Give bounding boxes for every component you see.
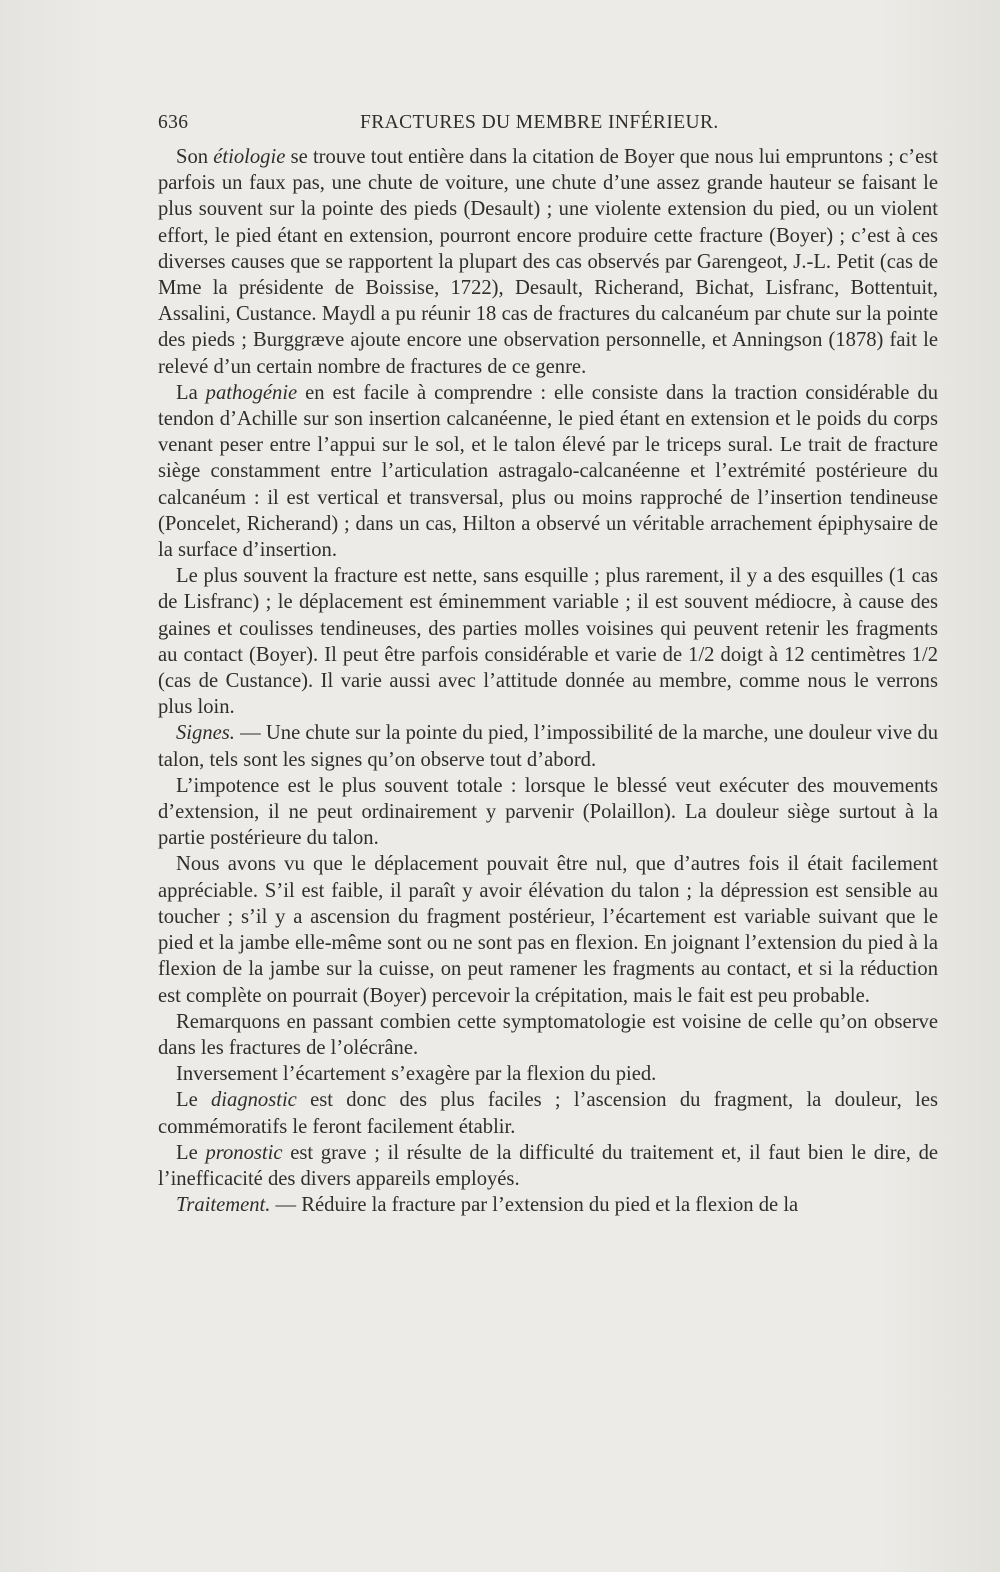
paragraph-impotence bbox=[158, 773, 938, 852]
para-lead: Le bbox=[176, 1089, 211, 1112]
para-text: — Réduire la fracture par l’extension du pied et la flexion de la bbox=[270, 1194, 799, 1217]
page-body bbox=[158, 144, 938, 1218]
para-text: est grave ; il résulte de la difficulté du traitement et, il faut bien le dire, de l’inefficacité des divers appareils employés. bbox=[158, 1141, 939, 1190]
page-number: 636 bbox=[158, 112, 189, 133]
running-title: FRACTURES DU MEMBRE INFÉRIEUR. bbox=[360, 112, 719, 133]
italic-term: pronostic bbox=[205, 1141, 283, 1164]
paragraph-pronostic bbox=[158, 1140, 938, 1192]
para-text: — Une chute sur la pointe du pied, l’impossibilité de la marche, une douleur vive du talon, tels sont les signes qu’on observe tout d’abord. bbox=[158, 722, 938, 771]
para-lead: Le bbox=[176, 1141, 206, 1164]
para-text: est donc des plus faciles ; l’ascension du fragment, la douleur, les commémoratifs le feront facilement établir. bbox=[158, 1089, 938, 1138]
paragraph-traitement bbox=[158, 1192, 938, 1218]
paragraph-diagnostic bbox=[158, 1087, 938, 1139]
paragraph-deplacement bbox=[158, 563, 938, 720]
para-text: Le plus souvent la fracture est nette, sans esquille ; plus rarement, il y a des esquilles (1 cas de Lisfranc) ; le déplacement est éminemment variable ; il est souvent médiocre, à cause des gaines et coulisses tendineuses, des parties molles voisines qui peuvent retenir les fragments au contact (Boyer). Il peut être parfois considérable et varie de 1/2 doigt à 12 centimètres 1/2 (cas de Custance). Il varie aussi avec l’attitude donnée au membre, comme nous le verrons plus loin. bbox=[158, 565, 938, 719]
paragraph-signes bbox=[158, 720, 938, 772]
italic-term: étiologie bbox=[213, 146, 286, 168]
paragraph-inversement bbox=[158, 1061, 938, 1087]
para-text: L’impotence est le plus souvent totale : lorsque le blessé veut exécuter des mouvements d’extension, il ne peut ordinairement y parvenir (Polaillon). La douleur siège surtout à la partie postérieure du talon. bbox=[158, 774, 938, 850]
para-text: en est facile à comprendre : elle consiste dans la traction considérable du tendon d’Achille sur son insertion calcanéenne, le pied étant en extension et le poids du corps venant peser entre l’appui sur le sol, et le talon élevé par le triceps sural. Le trait de fracture siège constamment entre l’articulation astragalo-calcanéenne et l’extrémité postérieure du calcanéum : il est vertical et transversal, plus ou moins rapproché de l’insertion tendineuse (Poncelet, Richerand) ; dans un cas, Hilton a observé un véritable arrachement épiphysaire de la surface d’insertion. bbox=[158, 381, 938, 562]
para-text: se trouve tout entière dans la citation de Boyer que nous lui empruntons ; c’est parfois un faux pas, une chute de voiture, une chute d’une assez grande hauteur se faisant le plus souvent sur la pointe des pieds (Desault) ; une violente extension du pied, ou un violent effort, le pied étant en extension, pourront encore produire cette fracture (Boyer) ; c’est à ces diverses causes que se rapportent la plupart des cas observés par Garengeot, J.-L. Petit (cas de Mme la présidente de Boissise, 1722), Desault, Richerand, Bichat, Lisfranc, Bottentuit, Assalini, Custance. Maydl a pu réunir 18 cas de fractures du calcanéum par chute sur la pointe des pieds ; Burggræve ajoute encore une observation personnelle, et Anningson (1878) fait le relevé d’un certain nombre de fractures de ce genre. bbox=[158, 146, 938, 378]
paragraph-remarque bbox=[158, 1009, 938, 1061]
italic-term: pathogénie bbox=[205, 381, 298, 404]
italic-term: Traitement. bbox=[176, 1194, 271, 1217]
paragraph-pathogenie bbox=[158, 380, 938, 563]
para-text: Inversement l’écartement s’exagère par la flexion du pied. bbox=[176, 1063, 657, 1086]
para-text: Nous avons vu que le déplacement pouvait être nul, que d’autres fois il était facilement appréciable. S’il est faible, il paraît y avoir élévation du talon ; la dépression est sensible au toucher ; s’il y a ascension du fragment postérieur, l’écartement est variable suivant que le pied et la jambe elle-même sont ou ne sont pas en flexion. En joignant l’extension du pied à la flexion de la jambe sur la cuisse, on peut ramener les fragments au contact, et si la réduction est complète on pourrait (Boyer) percevoir la crépitation, mais le fait est peu probable. bbox=[158, 853, 938, 1007]
para-lead: Son bbox=[176, 146, 214, 168]
paragraph-ecartement bbox=[158, 851, 938, 1008]
para-text: Remarquons en passant combien cette symptomatologie est voisine de celle qu’on observe dans les fractures de l’olécrâne. bbox=[158, 1010, 938, 1059]
paragraph-etiologie bbox=[158, 144, 938, 380]
para-lead: La bbox=[176, 381, 206, 404]
italic-term: diagnostic bbox=[211, 1089, 297, 1112]
italic-term: Signes. bbox=[176, 722, 235, 745]
